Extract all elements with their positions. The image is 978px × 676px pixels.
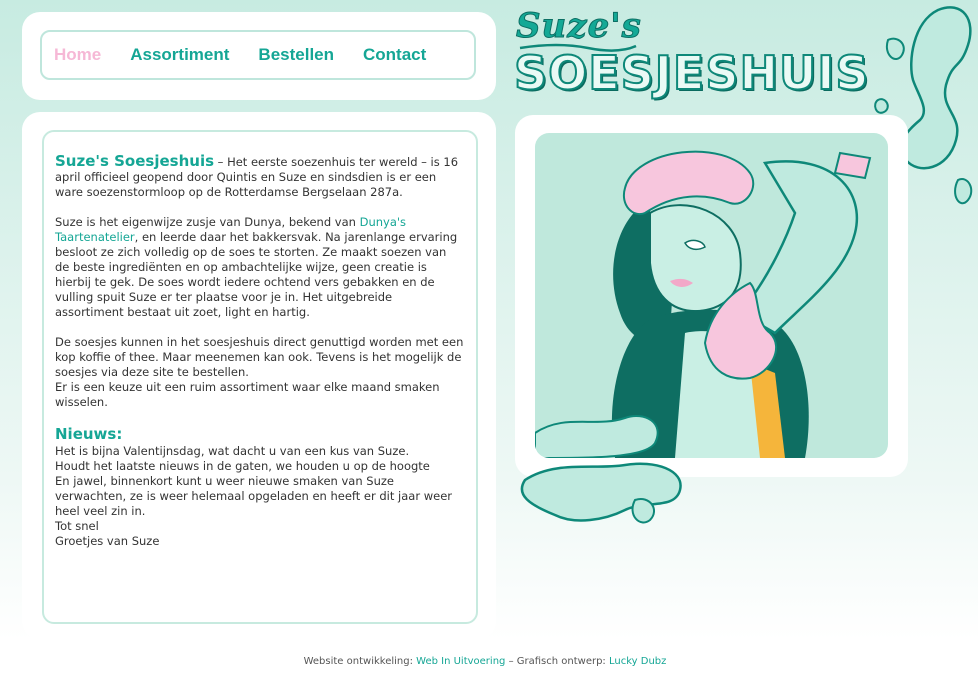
site-logo[interactable] [508,6,870,106]
illustration-panel [515,115,908,477]
footer-design-link[interactable]: Lucky Dubz [609,656,667,667]
about-paragraph [55,215,464,320]
about-text-before: Suze is het eigenwijze zusje van Dunya, bekend van [55,215,360,229]
illustration-frame [535,133,888,458]
news-line: En jawel, binnenkort kunt u weer nieuwe smaken van Suze verwachten, ze is weer helemaal opgeladen en heeft er dit jaar weer heel veel zin in. [55,474,453,518]
footer-design-label: Grafisch ontwerp: [516,656,606,667]
news-line: Groetjes van Suze [55,534,160,548]
nav-bestellen[interactable]: Bestellen [258,45,335,64]
info-paragraph [55,335,464,410]
main-nav [40,30,476,80]
news-line: Tot snel [55,519,99,533]
info-text-b: Er is een keuze uit een ruim assortiment waar elke maand smaken wisselen. [55,380,440,409]
logo-main-text: SOESJESHUIS [514,46,870,100]
footer-dev-link[interactable]: Web In Uitvoering [416,656,506,667]
news-line: Houdt het laatste nieuws in de gaten, we houden u op de hoogte [55,459,430,473]
nav-panel [22,12,496,100]
baker-illustration-icon [535,133,888,458]
splash-bottom-icon [515,440,715,530]
content-panel [22,112,496,639]
nav-assortiment[interactable]: Assortiment [130,45,230,64]
intro-text: – Het eerste soezenhuis ter wereld – is 16 april officieel geopend door Quintis en Suze en sindsdien is er een ware soezenstormloop op de Rotterdamse Bergselaan 287a. [55,155,459,199]
page-title: Suze's Soesjeshuis [55,152,215,170]
footer-dev-label: Website ontwikkeling: [303,656,413,667]
news-line: Het is bijna Valentijnsdag, wat dacht u van een kus van Suze. [55,444,410,458]
dunya-link[interactable]: Dunya's Taartenatelier [55,215,407,244]
footer [0,656,970,667]
info-text-a: De soesjes kunnen in het soesjeshuis direct genuttigd worden met een kop koffie of thee. Maar meenemen kan ook. Tevens is het mogelijk de soesjes via deze site te bestellen. [55,335,464,379]
footer-separator: – [505,656,517,667]
intro-paragraph [55,154,464,200]
news-heading: Nieuws: [55,425,123,443]
about-text-after: , en leerde daar het bakkersvak. Na jarenlange ervaring besloot ze zich volledig op de soes te storten. Ze maakt soezen van de beste ingrediënten en op ambachtelijke wijze, geen creatie is hierbij te gek. De soes wordt iedere ochtend vers gebakken en de vulling spuit Suze er ter plaatse voor je in. Het uitgebreide assortiment bestaat uit zoet, light en hartig. [55,230,458,319]
logo-script-text: Suze's [516,6,642,46]
nav-contact[interactable]: Contact [363,45,427,64]
content-body [42,130,478,624]
nav-home[interactable]: Home [54,45,102,64]
